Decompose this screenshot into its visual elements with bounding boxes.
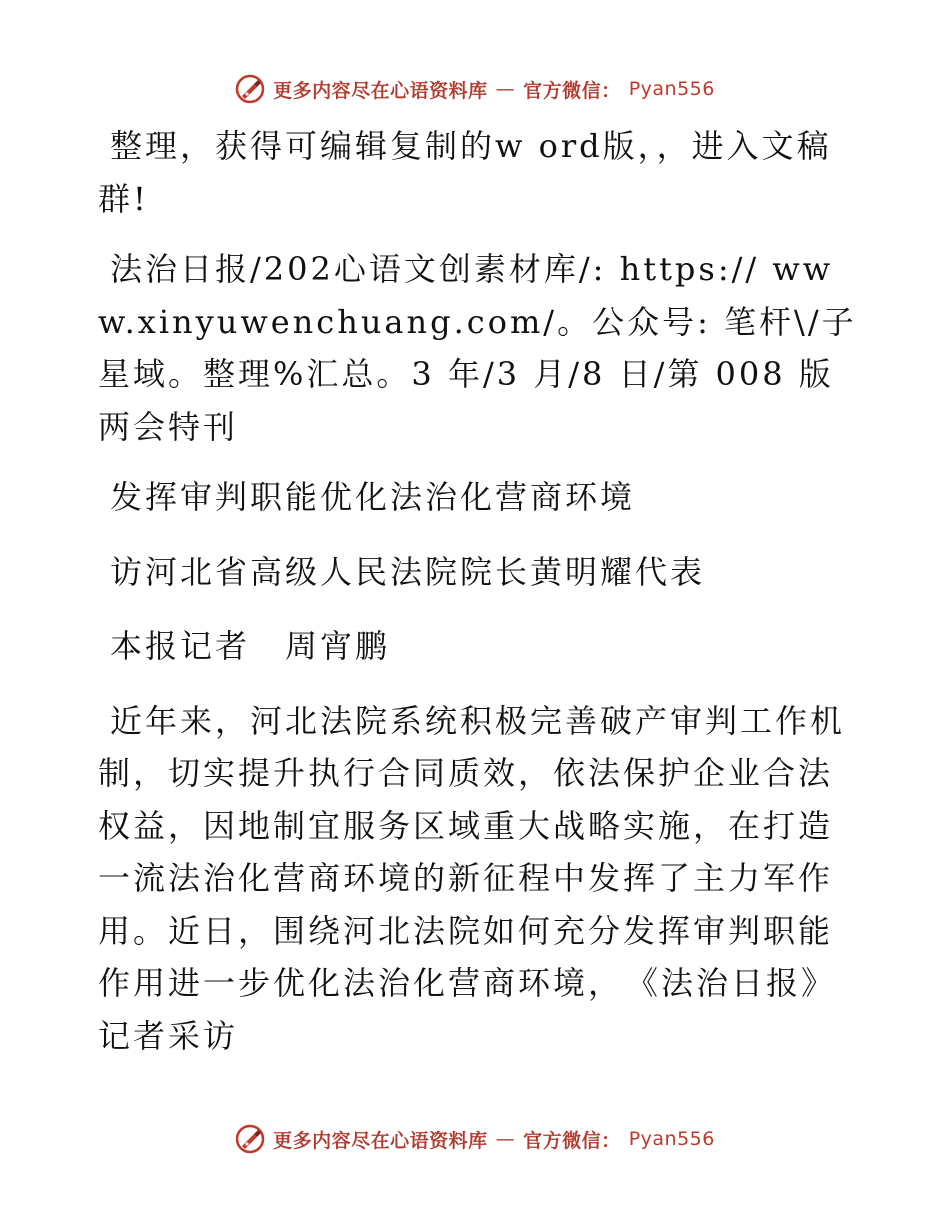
article-title: 发挥审判职能优化法治化营商环境	[110, 478, 636, 516]
banner-separator: —	[495, 1128, 516, 1150]
banner-wechat-label: 官方微信：	[523, 79, 621, 102]
banner-wechat-id: Pyan556	[628, 1128, 715, 1150]
paragraph-body: 近年来，河北法院系统积极完善破产审判工作机制，切实提升执行合同质效，依法保护企业合法权益，因地制宜服务区域重大战略实施，在打造一流法治化营商环境的新征程中发挥了主力军作用。近日，围绕河北法院如何充分发挥审判职能作用进一步优化法治化营商环境， 《法治日报》记者采访	[98, 701, 846, 1055]
footer-watermark-banner	[0, 1124, 950, 1154]
article-subtitle: 访河北省高级人民法院院长黄明耀代表	[110, 552, 706, 591]
paragraph-intro: 整理，获得可编辑复制的w ord版，，进入文稿群!	[98, 127, 832, 218]
banner-wechat-label: 官方微信：	[523, 1129, 621, 1152]
banner-site-text: 更多内容尽在心语资料库	[273, 79, 488, 102]
header-watermark-banner	[0, 74, 950, 104]
article-byline: 本报记者 周宵鹏	[110, 627, 391, 665]
pen-nib-logo-icon	[235, 74, 265, 104]
banner-separator: —	[495, 78, 516, 100]
banner-site-text: 更多内容尽在心语资料库	[273, 1129, 488, 1152]
paragraph-source-info: 法治日报/202心语文创素材库/: https:// www.xinyuwenchuang.com/。公众号: 笔杆\/子星域。整理%汇总。3 年/3 月/8 日/第 008 版两会特刊	[98, 250, 857, 446]
banner-wechat-id: Pyan556	[628, 78, 715, 100]
document-body	[98, 120, 858, 1080]
pen-nib-logo-icon	[235, 1124, 265, 1154]
